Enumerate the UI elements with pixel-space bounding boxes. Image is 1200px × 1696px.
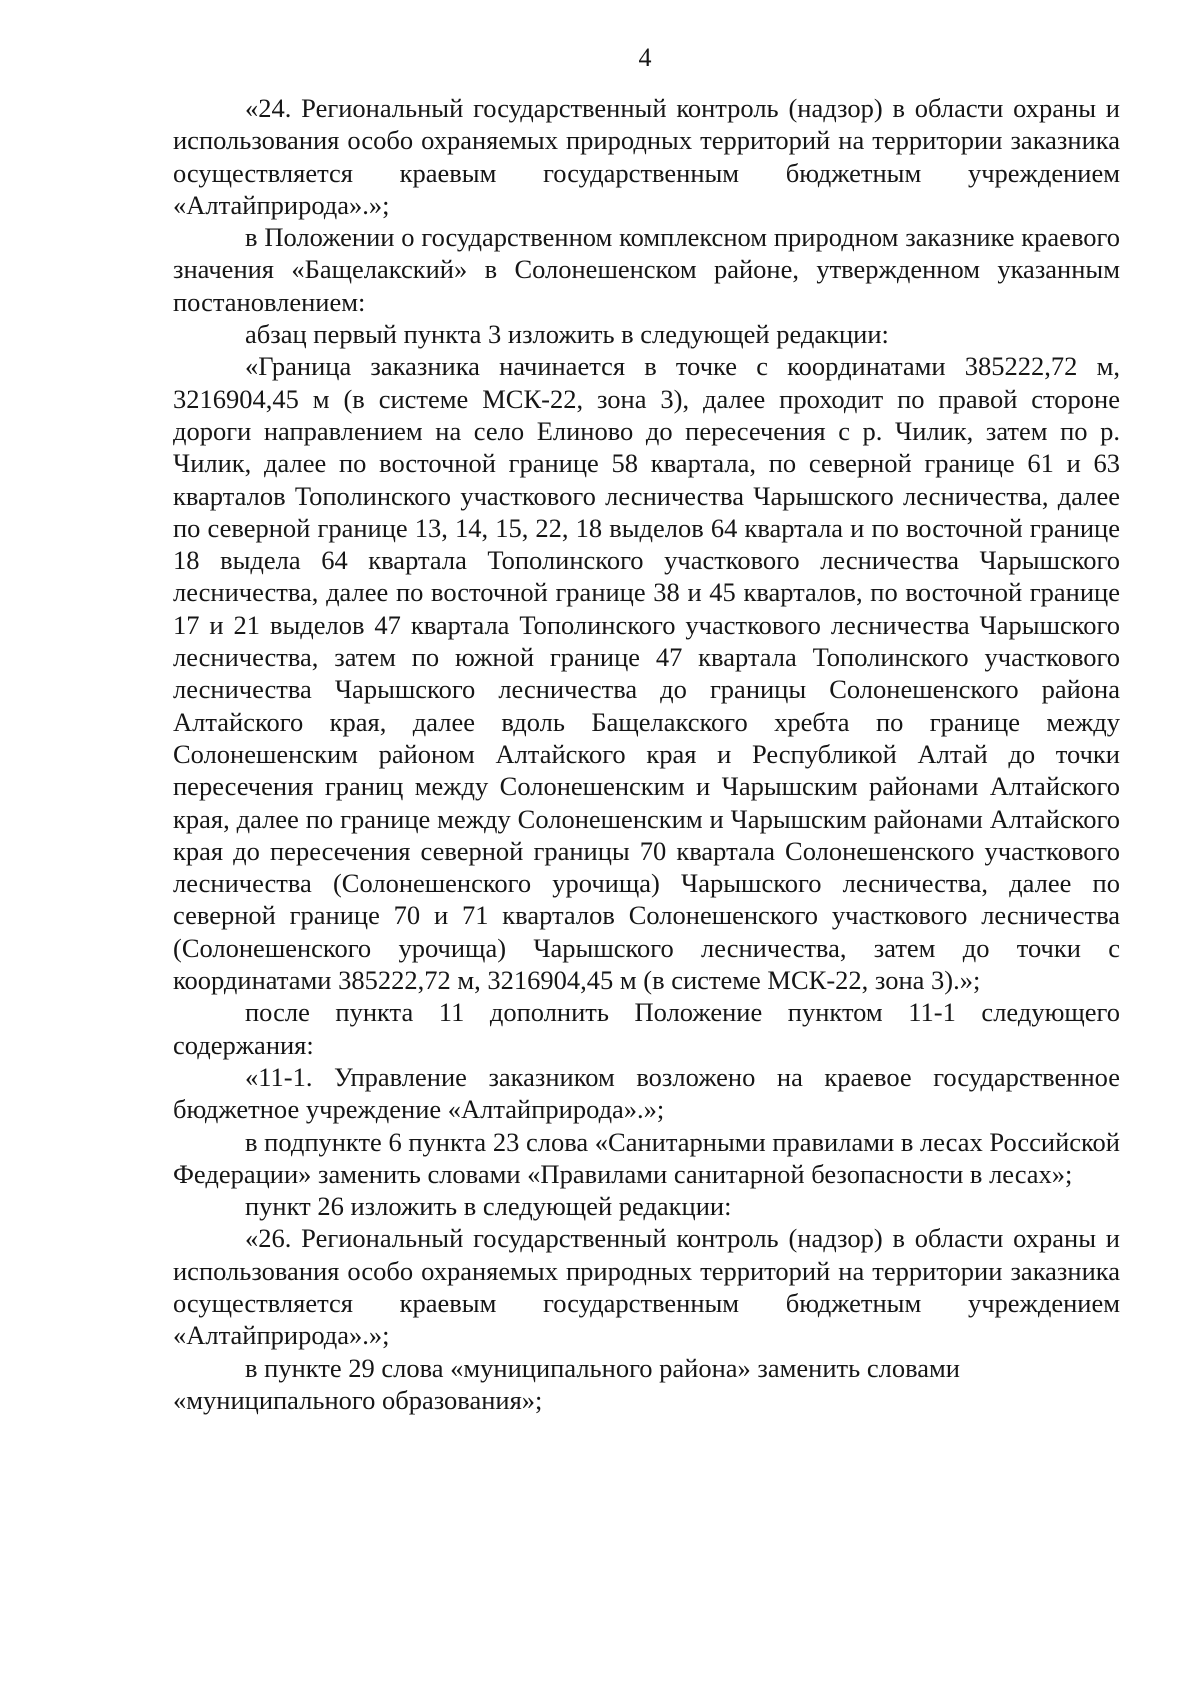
paragraph-clause-26: «26. Региональный государственный контроль (надзор) в области охраны и использования особо охраняемых природных территорий на территории заказника осуществляется краевым государственным бюджетным учреждением «Алтайприрода».»; <box>173 1223 1120 1351</box>
paragraph-item-23-instruction: в подпункте 6 пункта 23 слова «Санитарными правилами в лесах Российской Федерации» заменить словами «Правилами санитарной безопасности в лесах»; <box>173 1126 1120 1189</box>
paragraph-item-26-instruction: пункт 26 изложить в следующей редакции: <box>245 1191 732 1222</box>
document-body <box>173 92 1120 1416</box>
paragraph-clause-24: «24. Региональный государственный контроль (надзор) в области охраны и использования особо охраняемых природных территорий на территории заказника осуществляется краевым государственным бюджетным учреждением «Алтайприрода».»; <box>173 93 1120 220</box>
paragraph-item-11-instruction: после пункта 11 дополнить Положение пунктом 11-1 следующего содержания: <box>173 997 1120 1060</box>
paragraph-clause-11-1: «11-1. Управление заказником возложено на краевое государственное бюджетное учреждение «Алтайприрода».»; <box>173 1061 1120 1125</box>
paragraph-regulation-intro: в Положении о государственном комплексном природном заказнике краевого значения «Бащелакский» в Солонешенском районе, утвержденном указанным постановлением: <box>173 222 1120 317</box>
paragraph-item-29-instruction: в пункте 29 слова «муниципального района» заменить словами «муниципального образования»; <box>173 1352 960 1415</box>
paragraph-item-3-instruction: абзац первый пункта 3 изложить в следующей редакции: <box>245 319 889 350</box>
paragraph-boundary-description: «Граница заказника начинается в точке с координатами 385222,72 м, 3216904,45 м (в системе МСК-22, зона 3), далее проходит по правой стороне дороги направлением на село Елиново до пересечения с р. Чилик, затем по р. Чилик, далее по восточной границе 58 квартала, по северной границе 61 и 63 кварталов Тополинского участкового лесничества Чарышского лесничества, далее по северной границе 13, 14, 15, 22, 18 выделов 64 квартала и по восточной границе 18 выдела 64 квартала Тополинского участкового лесничества Чарышского лесничества, далее по восточной границе 38 и 45 кварталов, по восточной границе 17 и 21 выделов 47 квартала Тополинского участкового лесничества Чарышского лесничества, затем по южной границе 47 квартала Тополинского участкового лесничества Чарышского лесничества до границы Солонешенского района Алтайского края, далее вдоль Бащелакского хребта по границе между Солонешенским районом Алтайского края и Республикой Алтай до точки пересечения границ между Солонешенским и Чарышским районами Алтайского края, далее по границе между Солонешенским и Чарышским районами Алтайского края до пересечения северной границы 70 квартала Солонешенского участкового лесничества (Солонешенского урочища) Чарышского лесничества, далее по северной границе 70 и 71 кварталов Солонешенского участкового лесничества (Солонешенского урочища) Чарышского лесничества, затем до точки с координатами 385222,72 м, 3216904,45 м (в системе МСК-22, зона 3).»; <box>173 351 1120 996</box>
page-number: 4 <box>638 43 652 72</box>
